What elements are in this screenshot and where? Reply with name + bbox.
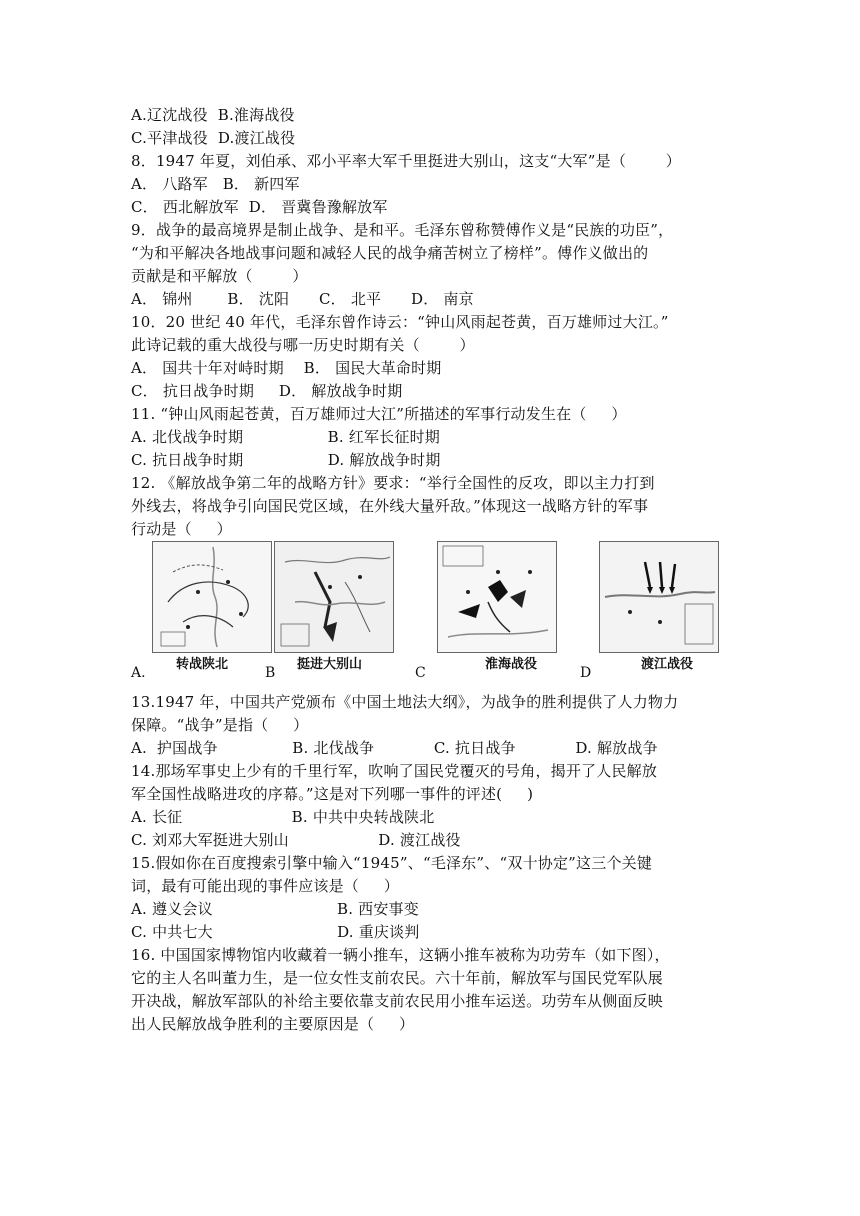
map-option-a-label: 转战陕北 <box>176 657 229 672</box>
q10-stem-line1: 10．20 世纪 40 年代，毛泽东曾作诗云：“钟山风雨起苍黄，百万雄师过大江。” <box>131 313 669 331</box>
q15-stem-line1: 15.假如你在百度搜索引擎中输入“1945”、“毛泽东”、“双十协定”这三个关键 <box>131 854 653 872</box>
q12-stem-line1: 12. 《解放战争第二年的战略方针》要求：“举行全国性的反攻，即以主力打到 <box>131 474 655 492</box>
q11-options-ab: A. 北伐战争时期 B. 红军长征时期 <box>131 428 440 446</box>
map-option-c-label: 淮海战役 <box>485 657 538 672</box>
map-option-a-letter: A. <box>131 665 146 681</box>
q9-options: A． 锦州 B． 沈阳 C． 北平 D． 南京 <box>131 290 474 308</box>
map-option-c-letter: C <box>415 665 426 681</box>
q15-stem-line2: 词，最有可能出现的事件应该是（ ） <box>131 877 400 895</box>
q11-options-cd: C. 抗日战争时期 D. 解放战争时期 <box>131 451 441 469</box>
q9-stem-line2: “为和平解决各地战事问题和减轻人民的战争痛苦树立了榜样”。傅作义做出的 <box>131 244 649 262</box>
q9-stem-line3: 贡献是和平解放（ ） <box>131 267 308 285</box>
q16-stem-line3: 开决战，解放军部队的补给主要依靠支前农民用小推车运送。功劳车从侧面反映 <box>131 992 664 1010</box>
q16-stem-line1: 16. 中国国家博物馆内收藏着一辆小推车，这辆小推车被称为功劳车（如下图）， <box>131 946 670 964</box>
q15-options-cd: C. 中共七大 D. 重庆谈判 <box>131 923 420 941</box>
q12-stem-line3: 行动是（ ） <box>131 520 232 538</box>
q9-stem-line1: 9．战争的最高境界是制止战争、是和平。毛泽东曾称赞傅作义是“民族的功臣”， <box>131 221 674 239</box>
q15-options-ab: A. 遵义会议 B. 西安事变 <box>131 900 419 918</box>
map-option-b-letter: B <box>265 665 276 681</box>
q14-stem-line1: 14.那场军事史上少有的千里行军，吹响了国民党覆灭的号角，揭开了人民解放 <box>131 762 658 780</box>
map-huaihai-icon <box>437 541 557 653</box>
q16-stem-line4: 出人民解放战争胜利的主要原因是（ ） <box>131 1015 415 1033</box>
q11-stem: 11. “钟山风雨起苍黄，百万雄师过大江”所描述的军事行动发生在（ ） <box>131 405 627 423</box>
q10-options-ab: A． 国共十年对峙时期 B． 国民大革命时期 <box>131 359 442 377</box>
map-shaanbei-icon <box>152 541 272 653</box>
q14-options-cd: C. 刘邓大军挺进大别山 D. 渡江战役 <box>131 831 461 849</box>
q10-stem-line2: 此诗记载的重大战役与哪一历史时期有关（ ） <box>131 336 475 354</box>
q13-stem-line1: 13.1947 年，中国共产党颁布《中国土地法大纲》，为战争的胜利提供了人力物力 <box>131 693 679 711</box>
q8-options-cd: C． 西北解放军 D． 晋冀鲁豫解放军 <box>131 198 388 216</box>
q12-stem-line2: 外线去，将战争引向国民党区域，在外线大量歼敌。”体现这一战略方针的军事 <box>131 497 649 515</box>
q8-options-ab: A． 八路军 B． 新四军 <box>131 175 300 193</box>
q14-options-ab: A. 长征 B. 中共中央转战陕北 <box>131 808 435 826</box>
q13-stem-line2: 保障。“战争”是指（ ） <box>131 716 309 734</box>
q10-options-cd: C． 抗日战争时期 D． 解放战争时期 <box>131 382 403 400</box>
q14-stem-line2: 军全国性战略进攻的序幕。”这是对下列哪一事件的评述( ) <box>131 785 534 803</box>
map-option-d-letter: D <box>580 665 592 681</box>
q7-options-cd: C.平津战役 D.渡江战役 <box>131 129 296 147</box>
q16-stem-line2: 它的主人名叫董力生，是一位女性支前农民。六十年前，解放军与国民党军队展 <box>131 969 664 987</box>
q13-options: A. 护国战争 B. 北伐战争 C. 抗日战争 D. 解放战争 <box>131 739 658 757</box>
map-dujiang-icon <box>599 541 719 653</box>
q7-options-ab: A.辽沈战役 B.淮海战役 <box>131 106 295 124</box>
q8-stem: 8．1947 年夏，刘伯承、邓小平率大军千里挺进大别山，这支“大军”是（ ） <box>131 152 681 170</box>
map-option-b-label: 挺进大别山 <box>297 657 363 672</box>
map-option-d-label: 渡江战役 <box>641 657 694 672</box>
map-dabieshan-icon <box>274 541 394 653</box>
